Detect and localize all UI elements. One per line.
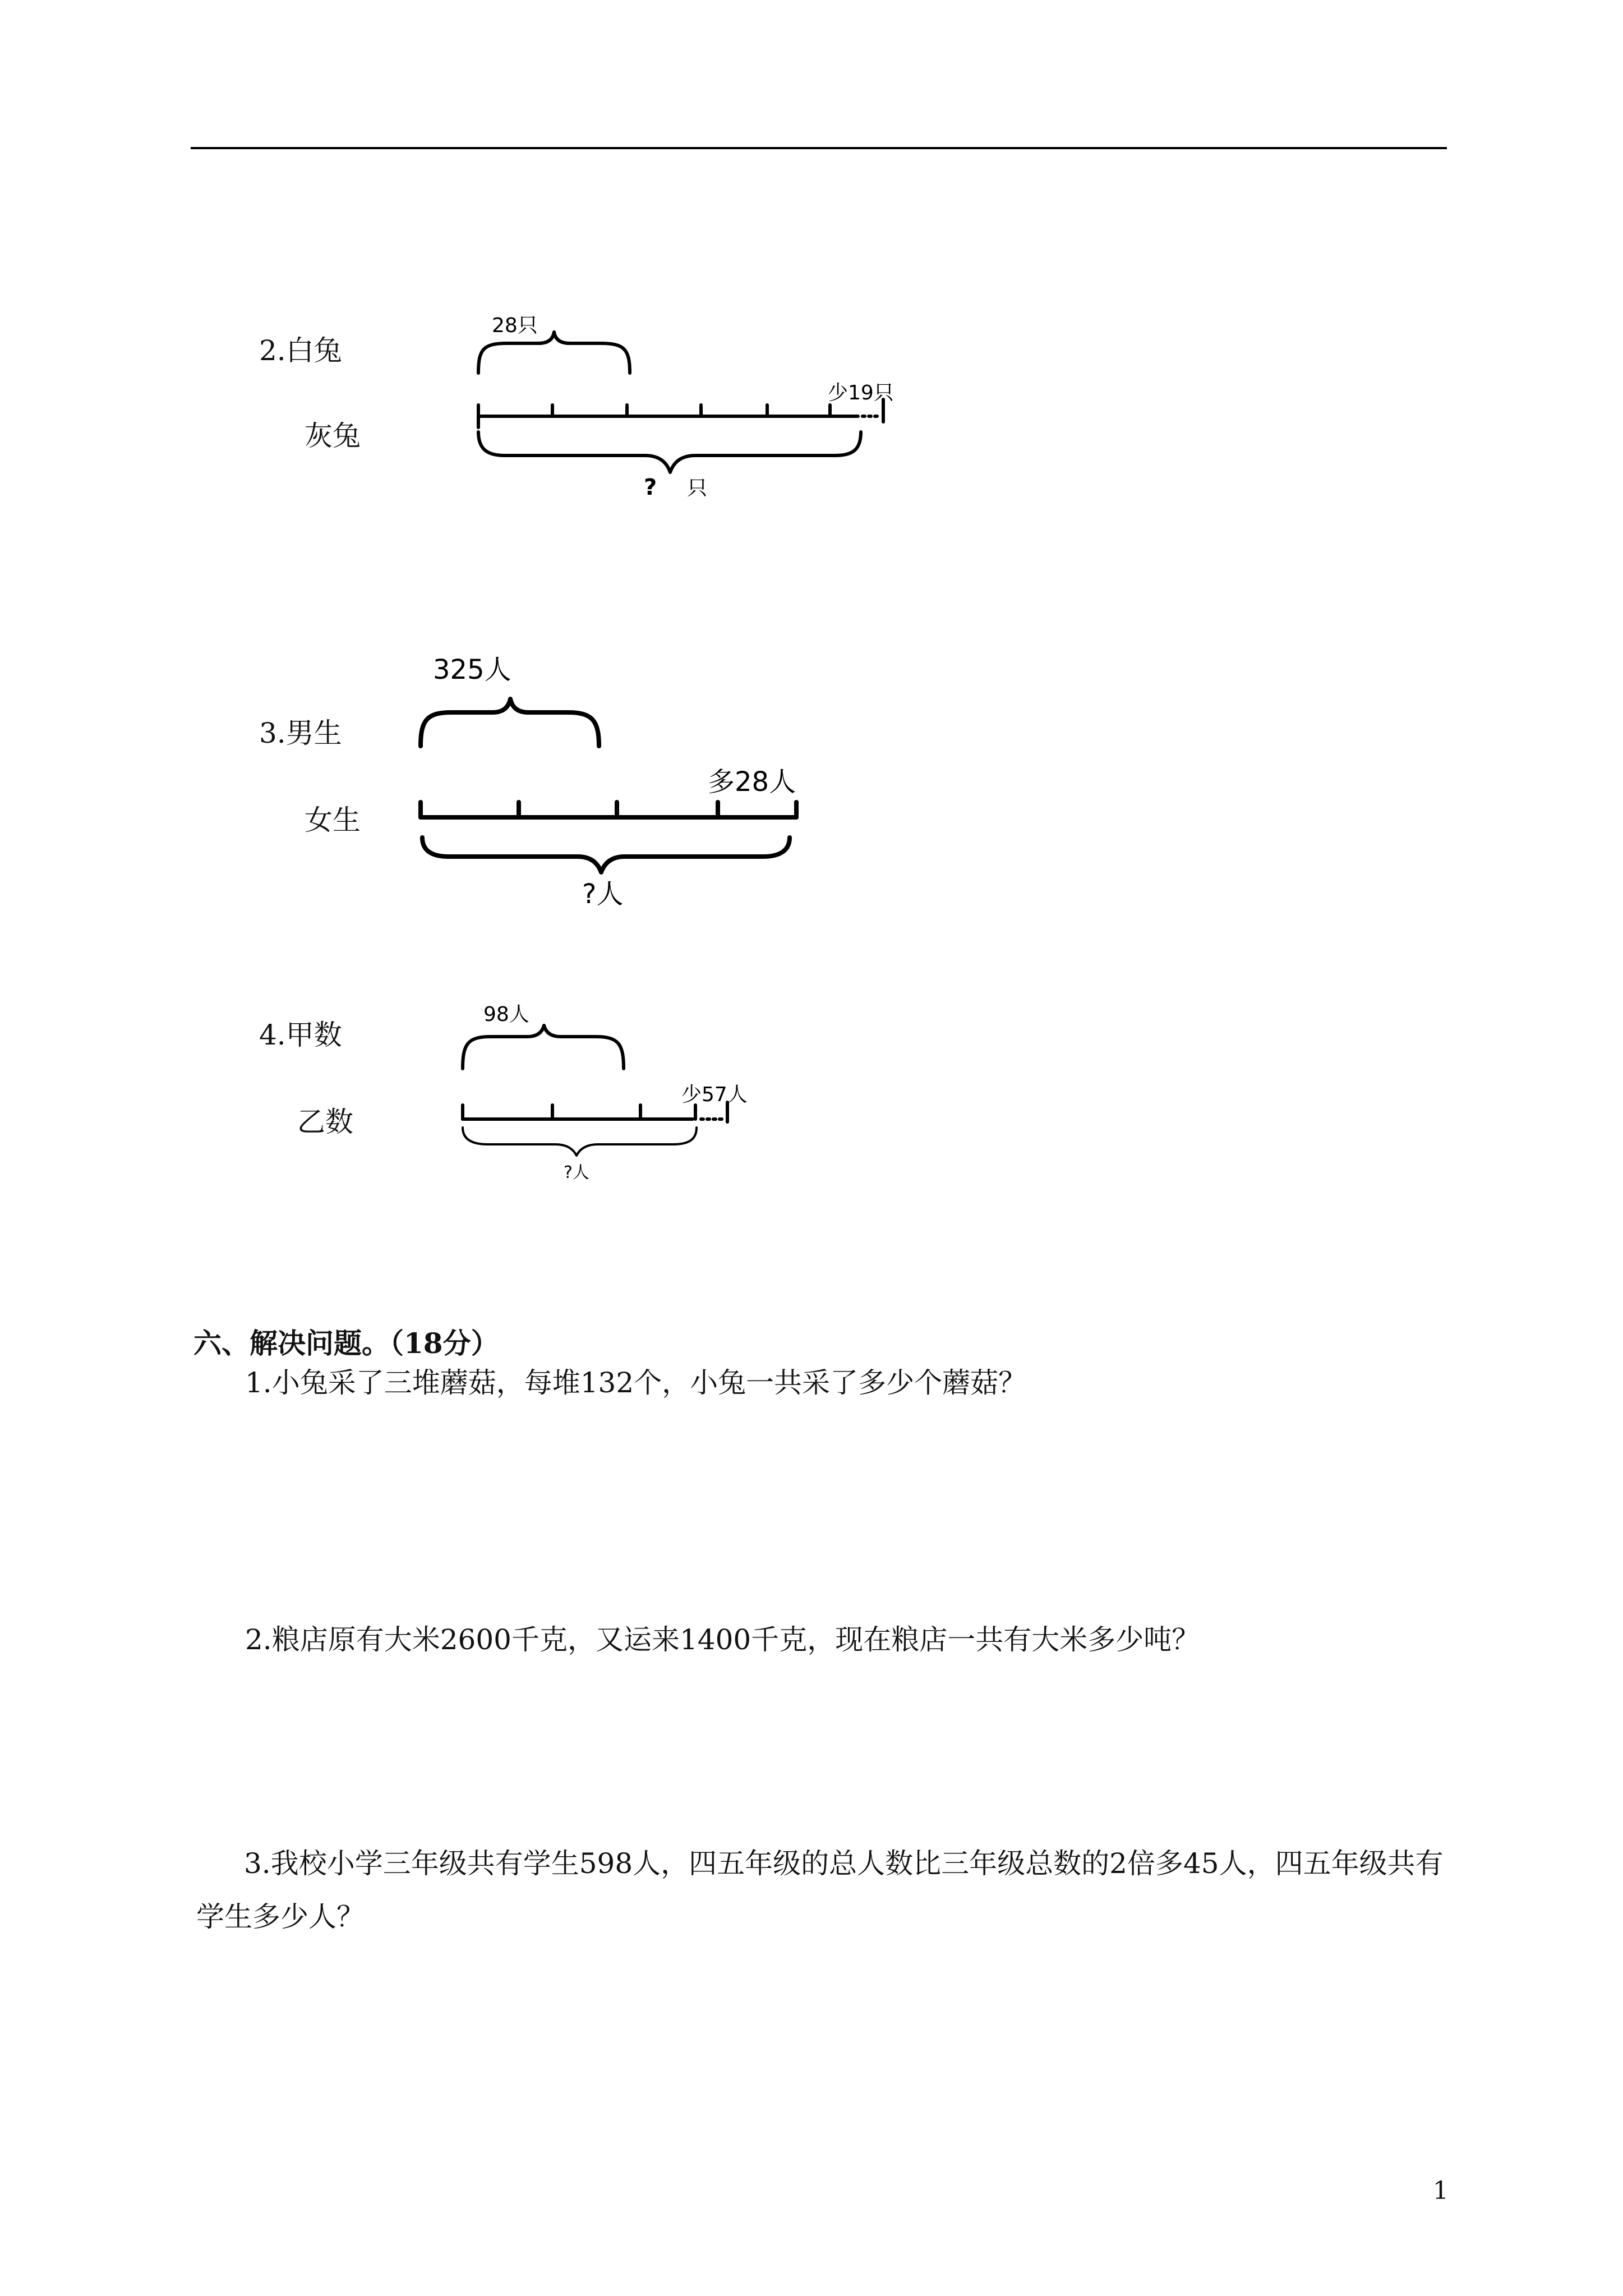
d4-label-a: 4.甲数 bbox=[259, 1019, 342, 1051]
d3-bottom-label: ?人 bbox=[582, 878, 624, 910]
question-3: 3.我校小学三年级共有学生598人，四五年级的总人数比三年级总数的2倍多45人，四五年级共有学生多少人？ bbox=[196, 1847, 1444, 1933]
d3-label-girls: 女生 bbox=[305, 804, 361, 836]
question-2: 2.粮店原有大米2600千克，又运来1400千克，现在粮店一共有大米多少吨？ bbox=[245, 1623, 1200, 1656]
d3-top-label: 325人 bbox=[433, 654, 511, 685]
d2-bottom-unit: 只 bbox=[687, 477, 708, 500]
d2-label-grey-rabbit: 灰兔 bbox=[305, 420, 361, 452]
d2-bottom-question: ? bbox=[644, 475, 657, 500]
section-title: 六、解决问题。（18分） bbox=[193, 1327, 499, 1360]
d2-label-white-rabbit: 2.白兔 bbox=[259, 334, 342, 367]
d3-right-label: 多28人 bbox=[708, 766, 796, 798]
d3-label-boys: 3.男生 bbox=[259, 717, 342, 749]
question-1: 1.小兔采了三堆蘑菇，每堆132个，小兔一共采了多少个蘑菇？ bbox=[245, 1366, 1027, 1399]
d2-top-label: 28只 bbox=[492, 314, 538, 337]
d4-label-b: 乙数 bbox=[297, 1106, 353, 1138]
d4-right-label: 少57人 bbox=[681, 1083, 748, 1106]
d4-top-brace bbox=[463, 1025, 624, 1069]
d4-bottom-brace bbox=[463, 1128, 697, 1156]
d2-right-label: 少19只 bbox=[828, 381, 894, 404]
d4-bottom-label: ?人 bbox=[564, 1163, 589, 1182]
page-number: 1 bbox=[1433, 2177, 1449, 2205]
d4-top-label: 98人 bbox=[483, 1003, 529, 1026]
